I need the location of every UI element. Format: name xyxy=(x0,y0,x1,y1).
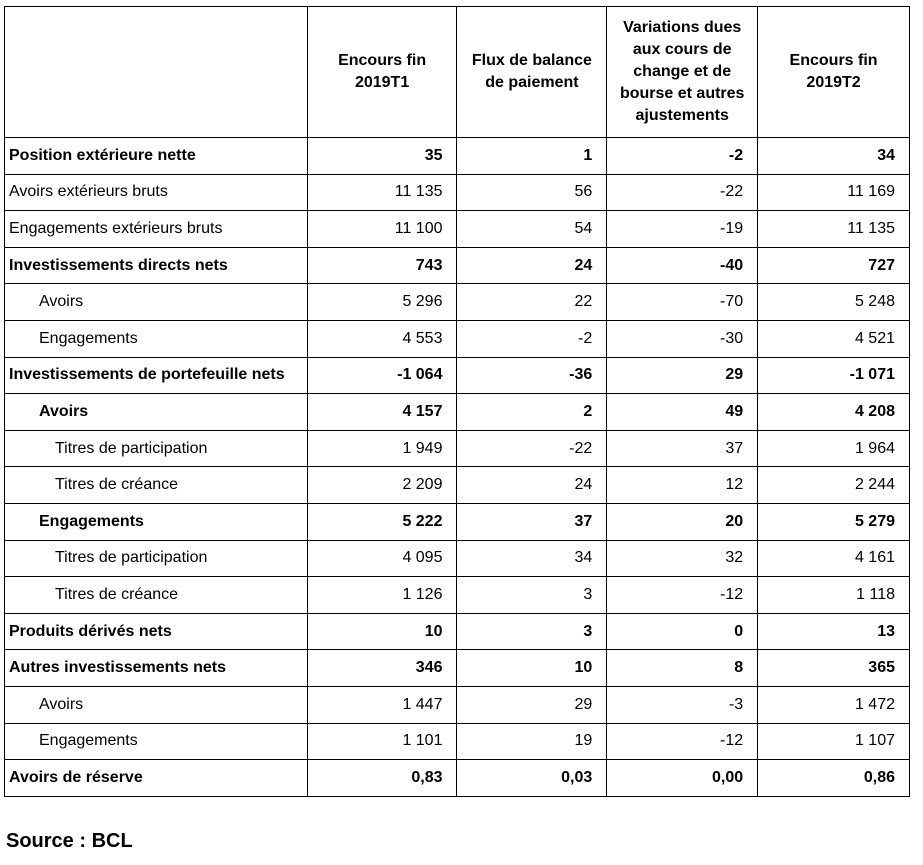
value-cell: 34 xyxy=(457,540,607,577)
value-cell: 22 xyxy=(457,284,607,321)
value-cell: 56 xyxy=(457,174,607,211)
value-cell: 5 296 xyxy=(307,284,457,321)
value-cell: 1 447 xyxy=(307,686,457,723)
value-cell: 49 xyxy=(607,394,758,431)
value-cell: 1 964 xyxy=(758,430,910,467)
value-cell: -40 xyxy=(607,247,758,284)
source-note: Source : BCL xyxy=(6,830,133,852)
table-row xyxy=(5,320,910,357)
value-cell: -3 xyxy=(607,686,758,723)
value-cell: 34 xyxy=(758,138,910,175)
value-cell: 743 xyxy=(307,247,457,284)
table-row xyxy=(5,577,910,614)
table-row xyxy=(5,394,910,431)
table-row xyxy=(5,613,910,650)
value-cell: 2 244 xyxy=(758,467,910,504)
table-row xyxy=(5,357,910,394)
value-cell: 10 xyxy=(307,613,457,650)
value-cell: -36 xyxy=(457,357,607,394)
value-cell: 11 135 xyxy=(307,174,457,211)
value-cell: 1 126 xyxy=(307,577,457,614)
row-label: Investissements de portefeuille nets xyxy=(5,357,308,394)
value-cell: 29 xyxy=(457,686,607,723)
value-cell: 365 xyxy=(758,650,910,687)
table-row xyxy=(5,430,910,467)
row-label: Investissements directs nets xyxy=(5,247,308,284)
value-cell: -22 xyxy=(607,174,758,211)
value-cell: 727 xyxy=(758,247,910,284)
header-row xyxy=(5,7,910,138)
value-cell: 0,83 xyxy=(307,760,457,797)
value-cell: 4 157 xyxy=(307,394,457,431)
table-row xyxy=(5,284,910,321)
row-label: Avoirs extérieurs bruts xyxy=(5,174,308,211)
table-row xyxy=(5,174,910,211)
table-row xyxy=(5,467,910,504)
row-label: Titres de créance xyxy=(5,467,308,504)
row-label: Position extérieure nette xyxy=(5,138,308,175)
value-cell: 11 169 xyxy=(758,174,910,211)
value-cell: 1 472 xyxy=(758,686,910,723)
table-row xyxy=(5,650,910,687)
value-cell: 0 xyxy=(607,613,758,650)
value-cell: -2 xyxy=(457,320,607,357)
value-cell: 37 xyxy=(457,503,607,540)
value-cell: 0,86 xyxy=(758,760,910,797)
value-cell: 4 161 xyxy=(758,540,910,577)
table-row xyxy=(5,686,910,723)
value-cell: 24 xyxy=(457,247,607,284)
value-cell: 2 xyxy=(457,394,607,431)
header-cell-encours-t1: Encours fin 2019T1 xyxy=(307,7,457,138)
value-cell: 20 xyxy=(607,503,758,540)
header-cell-encours-t2: Encours fin 2019T2 xyxy=(758,7,910,138)
table-row xyxy=(5,723,910,760)
row-label: Avoirs de réserve xyxy=(5,760,308,797)
row-label: Engagements xyxy=(5,723,308,760)
value-cell: 11 100 xyxy=(307,211,457,248)
value-cell: 4 553 xyxy=(307,320,457,357)
value-cell: 1 118 xyxy=(758,577,910,614)
value-cell: 346 xyxy=(307,650,457,687)
row-label: Avoirs xyxy=(5,394,308,431)
value-cell: 37 xyxy=(607,430,758,467)
value-cell: 3 xyxy=(457,577,607,614)
value-cell: -1 071 xyxy=(758,357,910,394)
value-cell: 29 xyxy=(607,357,758,394)
row-label: Avoirs xyxy=(5,686,308,723)
value-cell: 13 xyxy=(758,613,910,650)
value-cell: -12 xyxy=(607,577,758,614)
table-row xyxy=(5,211,910,248)
header-cell-flux: Flux de balance de paiement xyxy=(457,7,607,138)
value-cell: -22 xyxy=(457,430,607,467)
value-cell: 2 209 xyxy=(307,467,457,504)
header-cell-variations: Variations dues aux cours de change et de bourse et autres ajustements xyxy=(607,7,758,138)
value-cell: 4 521 xyxy=(758,320,910,357)
row-label: Titres de participation xyxy=(5,430,308,467)
value-cell: 4 095 xyxy=(307,540,457,577)
balance-table xyxy=(4,6,910,797)
value-cell: 11 135 xyxy=(758,211,910,248)
value-cell: -30 xyxy=(607,320,758,357)
value-cell: 4 208 xyxy=(758,394,910,431)
row-label: Titres de créance xyxy=(5,577,308,614)
row-label: Engagements xyxy=(5,320,308,357)
value-cell: -70 xyxy=(607,284,758,321)
table-row xyxy=(5,503,910,540)
row-label: Avoirs xyxy=(5,284,308,321)
value-cell: -2 xyxy=(607,138,758,175)
row-label: Engagements extérieurs bruts xyxy=(5,211,308,248)
value-cell: 8 xyxy=(607,650,758,687)
table-row xyxy=(5,760,910,797)
table-row xyxy=(5,540,910,577)
row-label: Engagements xyxy=(5,503,308,540)
value-cell: 32 xyxy=(607,540,758,577)
value-cell: 0,03 xyxy=(457,760,607,797)
row-label: Titres de participation xyxy=(5,540,308,577)
value-cell: 1 101 xyxy=(307,723,457,760)
value-cell: 1 107 xyxy=(758,723,910,760)
value-cell: 54 xyxy=(457,211,607,248)
value-cell: 24 xyxy=(457,467,607,504)
value-cell: 5 222 xyxy=(307,503,457,540)
value-cell: 5 279 xyxy=(758,503,910,540)
table-row xyxy=(5,138,910,175)
value-cell: 5 248 xyxy=(758,284,910,321)
table-row xyxy=(5,247,910,284)
row-label: Autres investissements nets xyxy=(5,650,308,687)
value-cell: 35 xyxy=(307,138,457,175)
value-cell: -1 064 xyxy=(307,357,457,394)
value-cell: 12 xyxy=(607,467,758,504)
table-header xyxy=(5,7,910,138)
value-cell: 1 949 xyxy=(307,430,457,467)
value-cell: 19 xyxy=(457,723,607,760)
row-label: Produits dérivés nets xyxy=(5,613,308,650)
value-cell: 10 xyxy=(457,650,607,687)
value-cell: 0,00 xyxy=(607,760,758,797)
value-cell: -19 xyxy=(607,211,758,248)
value-cell: 3 xyxy=(457,613,607,650)
table-body xyxy=(5,138,910,797)
value-cell: 1 xyxy=(457,138,607,175)
value-cell: -12 xyxy=(607,723,758,760)
header-cell-empty xyxy=(5,7,308,138)
